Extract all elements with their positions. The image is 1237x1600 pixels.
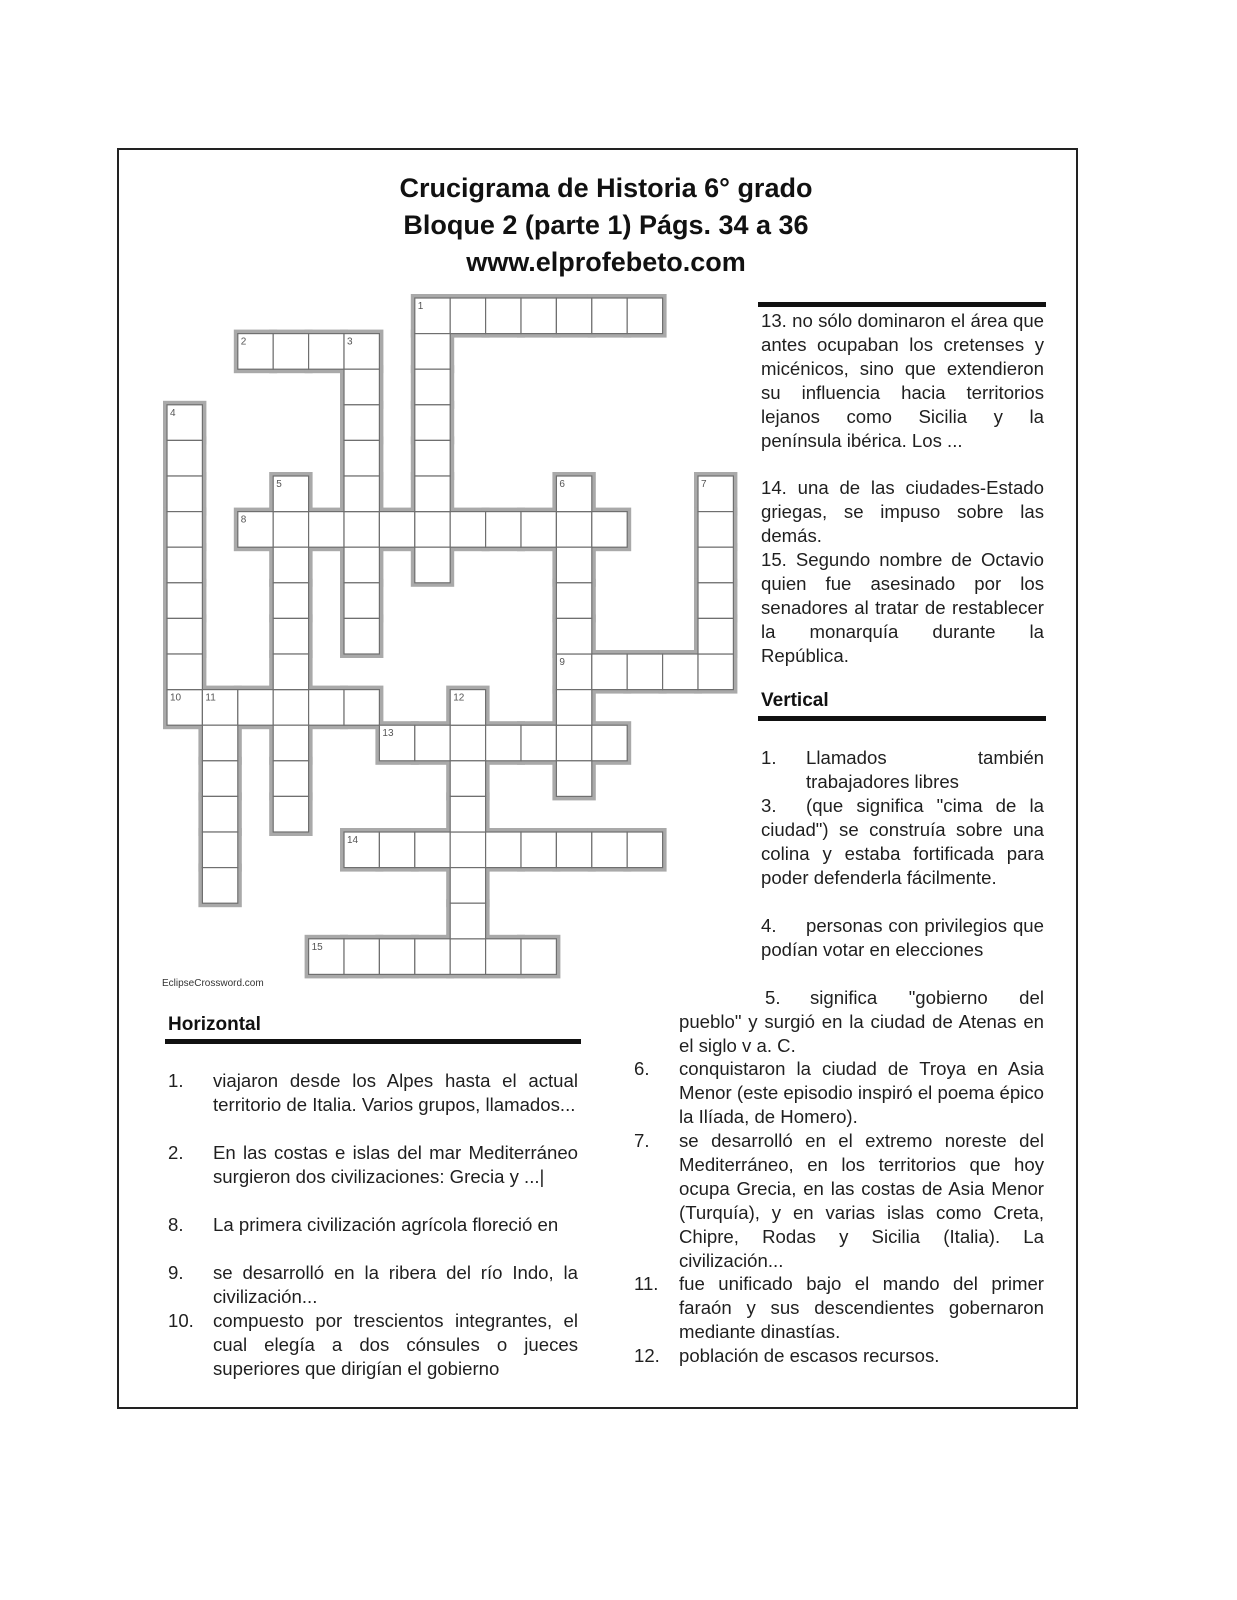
crossword-cell[interactable] bbox=[344, 618, 379, 654]
crossword-cell[interactable] bbox=[556, 298, 591, 334]
horizontal-clue bbox=[168, 1069, 578, 1117]
grid-credit: EclipseCrossword.com bbox=[162, 978, 264, 989]
crossword-cell[interactable] bbox=[415, 939, 450, 975]
crossword-cell[interactable] bbox=[167, 547, 202, 583]
crossword-cell[interactable] bbox=[415, 547, 450, 583]
cell-number: 7 bbox=[701, 479, 707, 490]
clue-text: 14. una de las ciudades-Estado griegas, se impuso sobre las demás. bbox=[761, 477, 1044, 546]
clue-number: 9. bbox=[168, 1262, 184, 1283]
clue-number: 6. bbox=[634, 1058, 650, 1079]
crossword-cell[interactable] bbox=[344, 690, 379, 726]
clue-text: Llamados también trabajadores libres bbox=[806, 747, 1044, 792]
cell-number: 6 bbox=[559, 479, 565, 490]
clue-number: 11. bbox=[634, 1273, 659, 1294]
crossword-cell[interactable] bbox=[698, 512, 733, 548]
vertical-clue bbox=[634, 1272, 1044, 1344]
crossword-cell[interactable] bbox=[486, 832, 521, 868]
crossword-cell[interactable] bbox=[556, 547, 591, 583]
crossword-cell[interactable] bbox=[415, 405, 450, 441]
cell-number: 10 bbox=[170, 692, 182, 704]
clue-text: se desarrolló en el extremo noreste del Mediterráneo, en los territorios que hoy ocupa Grecia, en las costas de Asia Menor (Turquía), y en varias islas como Creta, Chipre, Rodas y Sicilia (Italia). La civilización... bbox=[679, 1130, 1044, 1271]
clue-number: 12. bbox=[634, 1345, 660, 1366]
crossword-cell[interactable] bbox=[450, 725, 485, 761]
crossword-cell[interactable] bbox=[309, 334, 344, 370]
crossword-cell[interactable] bbox=[556, 725, 591, 761]
clue-text: fue unificado bajo el mando del primer faraón y sus descendientes gobernaron mediante dinastías. bbox=[679, 1273, 1044, 1342]
crossword-cell[interactable] bbox=[344, 512, 379, 548]
cell-number: 12 bbox=[453, 692, 465, 704]
cell-number: 5 bbox=[276, 479, 282, 490]
clue-text: En las costas e islas del mar Mediterráneo surgieron dos civilizaciones: Grecia y ...| bbox=[213, 1142, 578, 1187]
crossword-cell[interactable] bbox=[592, 725, 627, 761]
clue-text: (que significa "cima de la ciudad") se construía sobre una colina y estaba fortificada para poder defenderla fácilmente. bbox=[761, 795, 1044, 888]
crossword-cell[interactable] bbox=[450, 939, 485, 975]
clue-number: 10. bbox=[168, 1310, 194, 1331]
crossword-cell[interactable] bbox=[273, 690, 308, 726]
vertical-heading: Vertical bbox=[761, 690, 829, 711]
crossword-cell[interactable] bbox=[627, 298, 662, 334]
crossword-cell[interactable] bbox=[238, 690, 273, 726]
cell-number: 9 bbox=[559, 657, 565, 668]
clue-text: significa "gobierno del pueblo" y surgió en la ciudad de Atenas en el siglo v a. C. bbox=[679, 987, 1044, 1056]
crossword-cell[interactable] bbox=[556, 832, 591, 868]
crossword-cell[interactable] bbox=[202, 868, 237, 904]
horizontal-clue bbox=[761, 548, 1044, 668]
crossword-cell[interactable] bbox=[415, 334, 450, 370]
crossword-cell[interactable] bbox=[521, 512, 556, 548]
crossword-cell[interactable] bbox=[663, 654, 698, 690]
crossword-cell[interactable] bbox=[698, 547, 733, 583]
cell-number: 2 bbox=[240, 336, 247, 348]
crossword-cell[interactable] bbox=[521, 939, 556, 975]
crossword-cell[interactable] bbox=[450, 868, 485, 904]
crossword-cell[interactable] bbox=[698, 583, 733, 619]
clue-number: 5. bbox=[765, 987, 781, 1008]
crossword-cell[interactable] bbox=[450, 796, 485, 832]
cell-number: 14 bbox=[347, 835, 359, 846]
crossword-cell[interactable] bbox=[309, 512, 344, 548]
crossword-cell[interactable] bbox=[309, 690, 344, 726]
cell-number: 15 bbox=[311, 941, 323, 953]
crossword-cell[interactable] bbox=[273, 583, 308, 619]
crossword-cell[interactable] bbox=[202, 761, 237, 797]
crossword-cell[interactable] bbox=[167, 654, 202, 690]
title-line-2: Bloque 2 (parte 1) Págs. 34 a 36 bbox=[403, 210, 809, 240]
crossword-cell[interactable] bbox=[450, 512, 485, 548]
clue-number: 1. bbox=[761, 747, 777, 768]
crossword-cell[interactable] bbox=[344, 369, 379, 405]
crossword-cell[interactable] bbox=[379, 832, 414, 868]
crossword-cell[interactable] bbox=[556, 618, 591, 654]
crossword-cell[interactable] bbox=[167, 476, 202, 512]
crossword-cell[interactable] bbox=[167, 618, 202, 654]
crossword-cell[interactable] bbox=[556, 512, 591, 548]
crossword-cell[interactable] bbox=[415, 476, 450, 512]
crossword-cell[interactable] bbox=[273, 796, 308, 832]
title-line-1: Crucigrama de Historia 6° grado bbox=[399, 173, 813, 203]
crossword-cell[interactable] bbox=[592, 298, 627, 334]
crossword-cell[interactable] bbox=[415, 832, 450, 868]
crossword-cell[interactable] bbox=[167, 440, 202, 476]
crossword-cell[interactable] bbox=[415, 512, 450, 548]
crossword-cell[interactable] bbox=[556, 690, 591, 726]
crossword-cell[interactable] bbox=[273, 512, 308, 548]
crossword-cell[interactable] bbox=[415, 369, 450, 405]
crossword-cell[interactable] bbox=[379, 512, 414, 548]
crossword-cell[interactable] bbox=[379, 939, 414, 975]
crossword-cell[interactable] bbox=[486, 725, 521, 761]
crossword-cell[interactable] bbox=[202, 725, 237, 761]
crossword-cell[interactable] bbox=[167, 512, 202, 548]
right-top-rule bbox=[758, 302, 1046, 307]
crossword-cell[interactable] bbox=[627, 832, 662, 868]
clue-text: población de escasos recursos. bbox=[679, 1345, 940, 1366]
horizontal-clue bbox=[168, 1213, 578, 1237]
crossword-cell[interactable] bbox=[556, 761, 591, 797]
crossword-cell[interactable] bbox=[450, 761, 485, 797]
crossword-cell[interactable] bbox=[627, 654, 662, 690]
horizontal-clue bbox=[168, 1141, 578, 1189]
clue-text: viajaron desde los Alpes hasta el actual territorio de Italia. Varios grupos, llamados... bbox=[213, 1070, 578, 1115]
cell-number: 11 bbox=[205, 692, 216, 704]
clue-text: 15. Segundo nombre de Octavio quien fue asesinado por los senadores al tratar de restablecer la monarquía durante la República. bbox=[761, 549, 1044, 666]
crossword-cell[interactable] bbox=[344, 405, 379, 441]
crossword-cell[interactable] bbox=[273, 725, 308, 761]
crossword-cell[interactable] bbox=[521, 832, 556, 868]
cell-number: 1 bbox=[417, 301, 424, 312]
horizontal-clue bbox=[761, 476, 1044, 548]
crossword-cell[interactable] bbox=[167, 583, 202, 619]
crossword-cell[interactable] bbox=[273, 761, 308, 797]
crossword-cell[interactable] bbox=[592, 512, 627, 548]
clue-text: se desarrolló en la ribera del río Indo, la civilización... bbox=[213, 1262, 578, 1307]
vertical-clue bbox=[679, 986, 1044, 1058]
crossword-cell[interactable] bbox=[273, 618, 308, 654]
title-line-3: www.elprofebeto.com bbox=[466, 247, 746, 277]
clue-text: personas con privilegios que podían votar en elecciones bbox=[761, 915, 1044, 960]
clue-number: 3. bbox=[761, 795, 777, 816]
horizontal-clue bbox=[168, 1261, 578, 1309]
cell-number: 8 bbox=[240, 514, 247, 526]
crossword-cell[interactable] bbox=[592, 832, 627, 868]
clue-number: 4. bbox=[761, 915, 777, 936]
clue-text: 13. no sólo dominaron el área que antes ocupaban los cretenses y micénicos, sino que extendieron su influencia hacia territorios lejanos como Sicilia y la península ibérica. Los ... bbox=[761, 310, 1044, 451]
horizontal-clue bbox=[761, 309, 1044, 452]
crossword-cell[interactable] bbox=[521, 725, 556, 761]
crossword-cell[interactable] bbox=[344, 440, 379, 476]
crossword-cell[interactable] bbox=[698, 618, 733, 654]
crossword-cell[interactable] bbox=[344, 547, 379, 583]
crossword-cell[interactable] bbox=[415, 440, 450, 476]
crossword-cell[interactable] bbox=[415, 725, 450, 761]
clue-number: 8. bbox=[168, 1214, 184, 1235]
crossword-cell[interactable] bbox=[486, 512, 521, 548]
crossword-cell[interactable] bbox=[273, 654, 308, 690]
crossword-cell[interactable] bbox=[273, 547, 308, 583]
crossword-cell[interactable] bbox=[592, 654, 627, 690]
crossword-cell[interactable] bbox=[202, 796, 237, 832]
horizontal-heading: Horizontal bbox=[168, 1014, 261, 1035]
crossword-cell[interactable] bbox=[698, 654, 733, 690]
clue-number: 7. bbox=[634, 1130, 650, 1151]
vertical-clue bbox=[634, 1344, 1044, 1368]
crossword-cell[interactable] bbox=[273, 334, 308, 370]
clue-number: 2. bbox=[168, 1142, 184, 1163]
vertical-clue bbox=[634, 1057, 1044, 1129]
crossword-cell[interactable] bbox=[202, 832, 237, 868]
vertical-clue bbox=[761, 746, 1044, 794]
crossword-cell[interactable] bbox=[486, 298, 521, 334]
crossword-cell[interactable] bbox=[556, 583, 591, 619]
clue-text: conquistaron la ciudad de Troya en Asia Menor (este episodio inspiró el poema épico la Ilíada, de Homero). bbox=[679, 1058, 1044, 1127]
vertical-clue bbox=[634, 1129, 1044, 1272]
vertical-clue bbox=[761, 914, 1044, 962]
vertical-clue bbox=[761, 794, 1044, 890]
vertical-rule bbox=[758, 716, 1046, 721]
cell-number: 13 bbox=[382, 728, 394, 740]
horizontal-rule bbox=[165, 1039, 581, 1044]
horizontal-clue bbox=[168, 1309, 578, 1381]
clue-text: compuesto por trescientos integrantes, el cual elegía a dos cónsules o jueces superiores que dirigían el gobierno bbox=[213, 1310, 578, 1379]
crossword-cell[interactable] bbox=[344, 583, 379, 619]
clue-text: La primera civilización agrícola floreció en bbox=[213, 1214, 559, 1235]
cell-number: 4 bbox=[170, 407, 176, 419]
cell-number: 3 bbox=[347, 336, 353, 348]
crossword-cell[interactable] bbox=[344, 939, 379, 975]
clue-number: 1. bbox=[168, 1070, 184, 1091]
crossword-cell[interactable] bbox=[521, 298, 556, 334]
crossword-cell[interactable] bbox=[344, 476, 379, 512]
crossword-cell[interactable] bbox=[450, 298, 485, 334]
crossword-cell[interactable] bbox=[486, 939, 521, 975]
crossword-cell[interactable] bbox=[450, 903, 485, 939]
crossword-cell[interactable] bbox=[450, 832, 485, 868]
